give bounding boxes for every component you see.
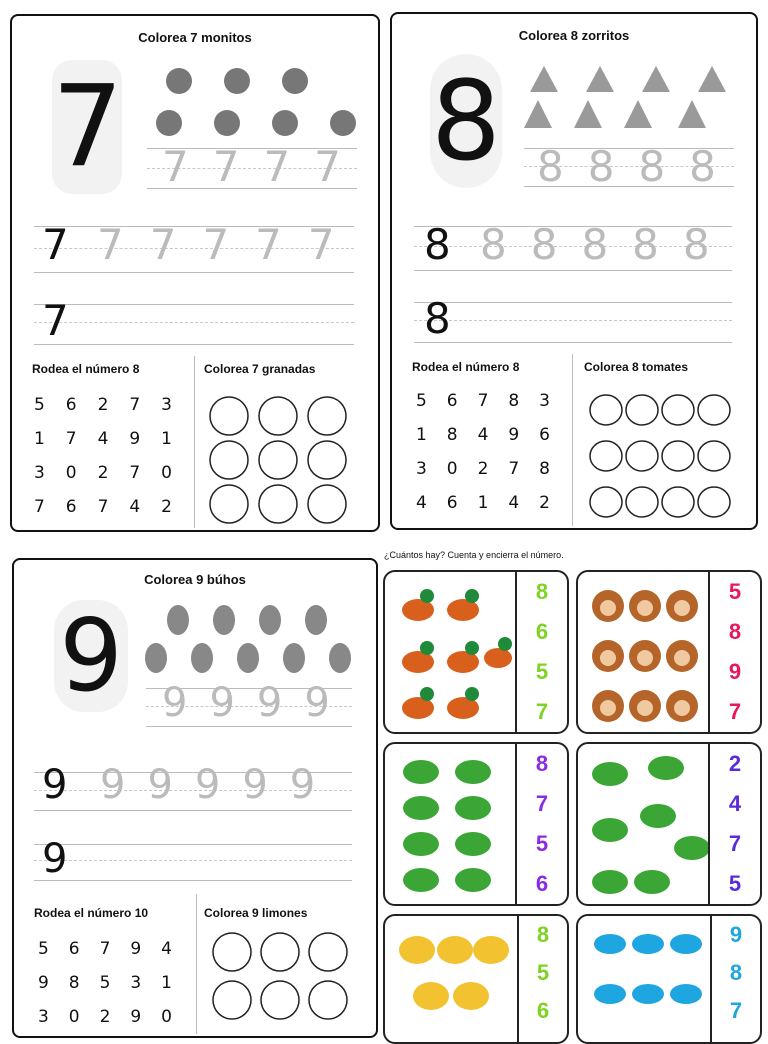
counting-card <box>576 570 762 734</box>
traced-digit <box>430 54 502 188</box>
number-options <box>515 744 567 904</box>
worksheet-seven <box>10 14 380 532</box>
leopard-icon <box>395 926 515 1036</box>
counting-card <box>383 914 569 1044</box>
trace-row: 9999 <box>162 680 352 726</box>
lemons-group <box>208 930 358 1020</box>
practice-digit: 7 <box>42 220 69 269</box>
section-title: Colorea 9 limones <box>204 906 308 920</box>
traced-digit <box>54 597 128 714</box>
section-title: Colorea 8 tomates <box>584 360 689 374</box>
turtle-icon <box>586 752 712 900</box>
counting-instruction: ¿Cuántos hay? Cuenta y encierra el número. <box>384 550 564 560</box>
counting-card <box>383 570 569 734</box>
practice-digit: 7 <box>42 296 69 345</box>
option-number[interactable]: 9 <box>728 659 742 684</box>
worksheet-eight <box>390 12 758 530</box>
number-options <box>517 916 567 1042</box>
option-number[interactable]: 8 <box>535 579 549 604</box>
trace-row: 8888 <box>537 142 740 191</box>
option-number[interactable]: 5 <box>535 831 549 856</box>
practice-digit: 9 <box>42 836 68 882</box>
tomatoes-group <box>588 392 738 522</box>
practice-digit: 8 <box>424 294 451 343</box>
number-grid: 5 6 7 9 4 9 8 5 3 1 3 0 2 9 0 <box>38 939 172 1027</box>
section-title: Rodea el número 8 <box>32 362 140 376</box>
option-number[interactable]: 8 <box>728 619 742 644</box>
foxes-group <box>524 62 744 137</box>
option-number[interactable]: 2 <box>728 751 742 776</box>
section-title: Colorea 7 granadas <box>204 362 316 376</box>
worksheet-nine <box>12 558 378 1038</box>
owls-group <box>142 602 362 677</box>
duck-icon <box>393 582 513 726</box>
trace-row: 77777 <box>97 220 361 269</box>
option-number[interactable]: 7 <box>728 699 742 724</box>
dolphin-icon <box>588 924 708 1034</box>
option-number[interactable]: 5 <box>728 871 742 896</box>
number-options <box>708 572 760 732</box>
option-number[interactable]: 7 <box>535 791 549 816</box>
option-number[interactable]: 8 <box>536 922 550 947</box>
number-grid: 5 6 2 7 3 1 7 4 9 1 3 0 2 7 0 7 6 7 4 2 <box>34 395 172 517</box>
trace-row: 99999 <box>100 762 338 808</box>
option-number[interactable]: 8 <box>535 751 549 776</box>
traced-digit <box>52 60 122 194</box>
worksheet-title: Colorea 9 búhos <box>144 572 246 587</box>
trace-row: 88888 <box>480 220 734 269</box>
number-grid: 5 6 7 8 3 1 8 4 9 6 3 0 2 7 8 4 6 1 4 2 <box>416 391 550 513</box>
mice-group <box>147 61 367 141</box>
section-title: Rodea el número 10 <box>34 906 149 920</box>
option-number[interactable]: 5 <box>728 579 742 604</box>
number-options <box>710 916 760 1042</box>
big-digit: 9 <box>59 597 123 714</box>
option-number[interactable]: 6 <box>535 619 549 644</box>
option-number[interactable]: 7 <box>535 699 549 724</box>
big-digit: 7 <box>52 62 124 192</box>
practice-digit: 8 <box>424 220 451 269</box>
option-number[interactable]: 7 <box>728 831 742 856</box>
option-number[interactable]: 7 <box>729 998 743 1023</box>
section-title: Rodea el número 8 <box>412 360 520 374</box>
option-number[interactable]: 4 <box>728 791 742 816</box>
turtle-icon <box>397 754 517 898</box>
monkey-icon <box>588 582 708 726</box>
worksheet-title: Colorea 7 monitos <box>138 30 252 45</box>
option-number[interactable]: 5 <box>536 960 550 985</box>
number-options <box>515 572 567 732</box>
number-options <box>708 744 760 904</box>
option-number[interactable]: 8 <box>729 960 743 985</box>
counting-card <box>576 742 762 906</box>
option-number[interactable]: 9 <box>729 922 743 947</box>
counting-card <box>383 742 569 906</box>
worksheet-title: Colorea 8 zorritos <box>518 28 630 43</box>
practice-digit: 9 <box>42 762 68 808</box>
option-number[interactable]: 5 <box>535 659 549 684</box>
counting-card <box>576 914 762 1044</box>
pomegranates-group <box>207 394 357 524</box>
big-digit: 8 <box>431 57 501 185</box>
option-number[interactable]: 6 <box>535 871 549 896</box>
trace-row: 7777 <box>162 142 365 191</box>
option-number[interactable]: 6 <box>536 998 550 1023</box>
